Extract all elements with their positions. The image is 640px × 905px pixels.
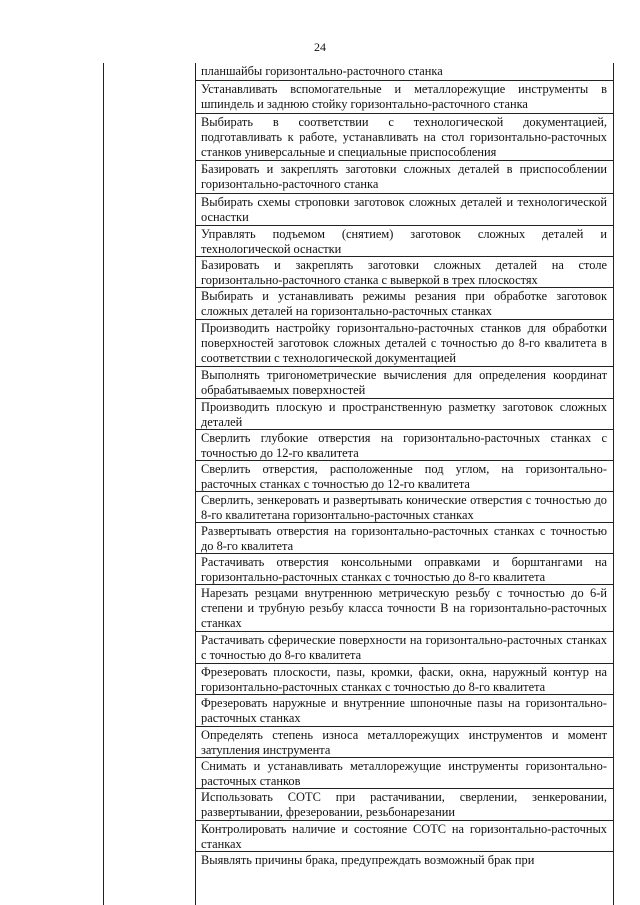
- table-cell: Фрезеровать плоскости, пазы, кромки, фаски, окна, наружный контур на горизонтально-расточных станках с точностью до 8-го квалитета: [196, 663, 613, 694]
- skills-table: [103, 63, 614, 905]
- table-cell: Выбирать схемы строповки заготовок сложных деталей и технологической оснастки: [196, 193, 613, 225]
- table-left-column: [104, 63, 196, 905]
- table-cell: Выявлять причины брака, предупреждать возможный брак при: [196, 851, 613, 875]
- table-cell: Базировать и закреплять заготовки сложных деталей в приспособлении горизонтально-расточного станка: [196, 160, 613, 193]
- table-cell: Базировать и закреплять заготовки сложных деталей на столе горизонтально-расточного станка с выверкой в трех плоскостях: [196, 256, 613, 287]
- table-cell: Выполнять тригонометрические вычисления для определения координат обрабатываемых поверхностей: [196, 366, 613, 398]
- table-cell: Производить настройку горизонтально-расточных станков для обработки поверхностей заготовок сложных деталей с точностью до 8-го квалитета в соответствии с технологической документацией: [196, 319, 613, 366]
- page-number: 24: [314, 40, 326, 54]
- table-cell: Производить плоскую и пространственную разметку заготовок сложных деталей: [196, 398, 613, 429]
- table-cell: Сверлить отверстия, расположенные под углом, на горизонтально-расточных станках с точностью до 12-го квалитета: [196, 460, 613, 491]
- table-cell: Растачивать отверстия консольными оправками и борштангами на горизонтально-расточных станках с точностью до 8-го квалитета: [196, 553, 613, 584]
- table-right-column: [196, 63, 613, 875]
- table-cell: Снимать и устанавливать металлорежущие инструменты горизонтально-расточных станков: [196, 757, 613, 788]
- table-cell: Выбирать в соответствии с технологической документацией, подготавливать к работе, устанавливать на стол горизонтально-расточных станков универсальные и специальные приспособления: [196, 113, 613, 160]
- table-cell: Нарезать резцами внутреннюю метрическую резьбу с точностью до 6-й степени и трубную резьбу класса точности B на горизонтально-расточных станках: [196, 584, 613, 631]
- table-cell: Выбирать и устанавливать режимы резания при обработке заготовок сложных деталей на горизонтально-расточных станках: [196, 287, 613, 319]
- table-cell: Фрезеровать наружные и внутренние шпоночные пазы на горизонтально-расточных станках: [196, 694, 613, 726]
- table-cell: Контролировать наличие и состояние СОТС на горизонтально-расточных станках: [196, 820, 613, 851]
- table-cell: Устанавливать вспомогательные и металлорежущие инструменты в шпиндель и заднюю стойку горизонтально-расточного станка: [196, 80, 613, 113]
- table-cell: Развертывать отверстия на горизонтально-расточных станках с точностью до 8-го квалитета: [196, 522, 613, 553]
- table-cell: Управлять подъемом (снятием) заготовок сложных деталей и технологической оснастки: [196, 225, 613, 256]
- table-cell: Растачивать сферические поверхности на горизонтально-расточных станках с точностью до 8-го квалитета: [196, 631, 613, 663]
- table-cell: планшайбы горизонтально-расточного станка: [201, 64, 443, 78]
- table-cell: Использовать СОТС при растачивании, сверлении, зенкеровании, развертывании, фрезеровании, резьбонарезании: [196, 788, 613, 820]
- table-cell: Сверлить глубокие отверстия на горизонтально-расточных станках с точностью до 12-го квалитета: [196, 429, 613, 460]
- table-cell: Определять степень износа металлорежущих инструментов и момент затупления инструмента: [196, 726, 613, 757]
- table-cell: Сверлить, зенкеровать и развертывать конические отверстия с точностью до 8-го квалитетана горизонтально-расточных станках: [196, 491, 613, 522]
